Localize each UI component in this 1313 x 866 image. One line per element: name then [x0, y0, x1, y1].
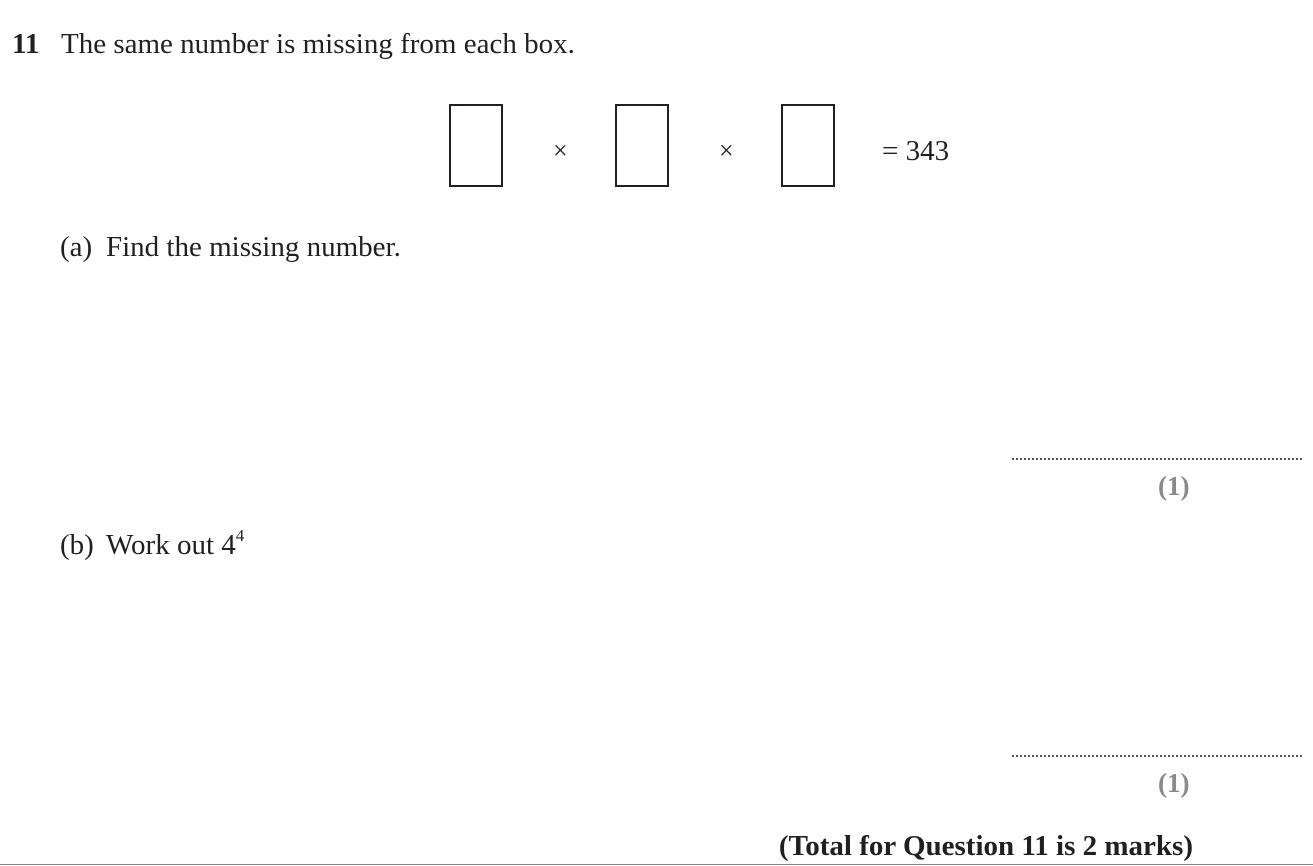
equation-result: = 343 [882, 135, 950, 167]
part-a-label: (a) [60, 231, 93, 263]
part-a-marks: (1) [1158, 471, 1190, 501]
part-a-text: Find the missing number. [106, 231, 401, 263]
multiply-sign: × [553, 136, 568, 165]
bottom-divider [0, 864, 1313, 865]
question-total: (Total for Question 11 is 2 marks) [778, 830, 1193, 862]
part-b-exponent: 4 [235, 526, 245, 545]
part-b-text [106, 526, 245, 562]
answer-box-3[interactable] [781, 104, 835, 187]
part-b-answer-line[interactable] [1012, 755, 1302, 757]
answer-box-1[interactable] [449, 104, 503, 187]
answer-box-2[interactable] [615, 104, 669, 187]
part-b-label: (b) [60, 529, 94, 561]
question-number: 11 [12, 28, 40, 60]
part-b-text-main: Work out 4 [106, 529, 236, 561]
multiply-sign: × [719, 136, 734, 165]
part-a-answer-line[interactable] [1012, 458, 1302, 460]
question-stem: The same number is missing from each box. [61, 28, 575, 60]
part-b-marks: (1) [1158, 768, 1190, 798]
